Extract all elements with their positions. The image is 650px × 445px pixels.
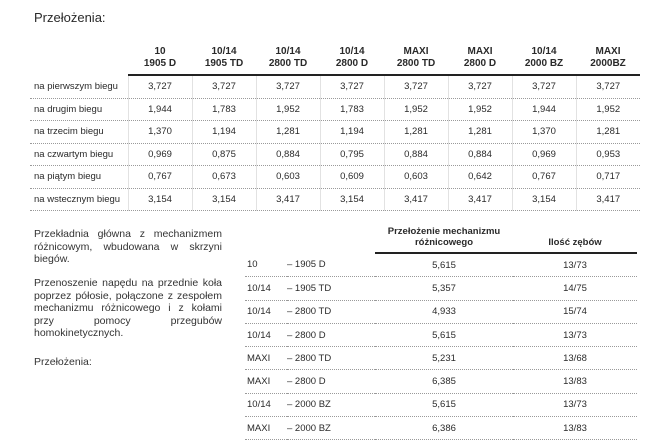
cell-teeth: 13/83 — [513, 417, 637, 440]
cell-engine: – 2800 D — [287, 370, 375, 393]
cell-value: 3,154 — [320, 188, 384, 211]
column-header — [320, 42, 384, 75]
cell-value: 3,727 — [576, 75, 640, 98]
column-header-model: 10/14 — [211, 46, 237, 57]
cell-model: MAXI — [245, 417, 287, 440]
cell-value: 3,154 — [192, 188, 256, 211]
cell-engine: – 1905 TD — [287, 277, 375, 300]
row-label: na pierwszym biegu — [30, 75, 128, 98]
column-header-engine: 2800 D — [463, 58, 497, 69]
cell-engine: – 2800 TD — [287, 347, 375, 370]
table-row — [245, 277, 637, 300]
table-row — [245, 253, 637, 277]
diff-table-header-row — [245, 224, 637, 253]
cell-value: 0,969 — [128, 143, 192, 166]
column-header-engine: 1905 TD — [204, 58, 244, 69]
cell-value: 1,281 — [256, 121, 320, 144]
cell-value: 0,673 — [192, 166, 256, 189]
cell-model: 10/14 — [245, 300, 287, 323]
cell-teeth: 13/73 — [513, 323, 637, 346]
cell-ratio: 5,231 — [375, 347, 513, 370]
cell-teeth: 13/68 — [513, 347, 637, 370]
column-header — [448, 42, 512, 75]
cell-value: 1,281 — [576, 121, 640, 144]
cell-value: 0,969 — [512, 143, 576, 166]
row-label: na czwartym biegu — [30, 143, 128, 166]
column-header-engine: 2800 D — [335, 58, 369, 69]
cell-value: 1,194 — [192, 121, 256, 144]
cell-value: 3,727 — [448, 75, 512, 98]
cell-value: 3,417 — [256, 188, 320, 211]
cell-teeth: 15/74 — [513, 300, 637, 323]
cell-teeth: 13/73 — [513, 253, 637, 277]
cell-ratio: 6,386 — [375, 417, 513, 440]
row-label: na piątym biegu — [30, 166, 128, 189]
paragraph-ratios-label: Przełożenia: — [34, 356, 92, 368]
cell-value: 1,370 — [128, 121, 192, 144]
column-header-teeth: Ilość zębów — [513, 224, 637, 253]
column-header-model: MAXI — [595, 46, 621, 57]
table-row — [245, 347, 637, 370]
cell-value: 3,727 — [256, 75, 320, 98]
cell-ratio: 5,615 — [375, 253, 513, 277]
table-row — [245, 417, 637, 440]
cell-model: 10/14 — [245, 323, 287, 346]
column-header — [128, 42, 192, 75]
cell-value: 0,767 — [128, 166, 192, 189]
table-row — [30, 98, 640, 121]
column-header-model: 10 — [154, 46, 166, 57]
cell-value: 0,884 — [256, 143, 320, 166]
cell-engine: – 2000 BZ — [287, 393, 375, 416]
cell-value: 0,609 — [320, 166, 384, 189]
cell-model: 10/14 — [245, 393, 287, 416]
column-header — [384, 42, 448, 75]
cell-value: 1,370 — [512, 121, 576, 144]
cell-ratio: 5,615 — [375, 393, 513, 416]
column-header-engine: 2800 TD — [396, 58, 436, 69]
column-header-ratio: Przełożenie mechanizmu różnicowego — [375, 224, 513, 253]
column-header — [192, 42, 256, 75]
column-header-model: MAXI — [403, 46, 429, 57]
cell-value: 3,154 — [512, 188, 576, 211]
column-header-model: 10/14 — [531, 46, 557, 57]
cell-value: 1,281 — [384, 121, 448, 144]
table-row — [30, 188, 640, 211]
cell-value: 3,727 — [320, 75, 384, 98]
cell-engine: – 2800 D — [287, 323, 375, 346]
cell-value: 0,717 — [576, 166, 640, 189]
cell-ratio: 4,933 — [375, 300, 513, 323]
column-header — [576, 42, 640, 75]
page-heading: Przełożenia: — [34, 10, 106, 25]
cell-value: 1,783 — [320, 98, 384, 121]
cell-value: 1,281 — [448, 121, 512, 144]
table-row — [30, 143, 640, 166]
cell-value: 3,727 — [512, 75, 576, 98]
cell-value: 0,953 — [576, 143, 640, 166]
cell-value: 1,944 — [128, 98, 192, 121]
cell-value: 3,727 — [384, 75, 448, 98]
cell-model: 10/14 — [245, 277, 287, 300]
column-header-engine: 1905 D — [143, 58, 177, 69]
cell-teeth: 13/83 — [513, 370, 637, 393]
table-row — [245, 370, 637, 393]
cell-ratio: 6,385 — [375, 370, 513, 393]
cell-value: 1,783 — [192, 98, 256, 121]
cell-value: 0,603 — [256, 166, 320, 189]
differential-ratio-table — [245, 224, 637, 440]
cell-model: MAXI — [245, 347, 287, 370]
cell-value: 3,727 — [192, 75, 256, 98]
column-header-engine: 2000 BZ — [524, 58, 564, 69]
column-header-model: 10/14 — [339, 46, 365, 57]
cell-engine: – 2000 BZ — [287, 417, 375, 440]
cell-value: 3,417 — [448, 188, 512, 211]
cell-value: 1,194 — [320, 121, 384, 144]
column-header — [256, 42, 320, 75]
gear-table-corner — [30, 42, 128, 75]
paragraph-final-drive: Przekładnia główna z mechanizmem różnicowym, wbudowana w skrzyni biegów. — [34, 228, 222, 266]
column-header — [512, 42, 576, 75]
cell-model: 10 — [245, 253, 287, 277]
table-row — [245, 323, 637, 346]
cell-value: 3,154 — [128, 188, 192, 211]
cell-value: 0,795 — [320, 143, 384, 166]
cell-teeth: 13/73 — [513, 393, 637, 416]
row-label: na trzecim biegu — [30, 121, 128, 144]
column-header-model: MAXI — [467, 46, 493, 57]
cell-value: 1,952 — [576, 98, 640, 121]
cell-value: 3,417 — [384, 188, 448, 211]
table-row — [30, 166, 640, 189]
cell-value: 1,952 — [384, 98, 448, 121]
cell-engine: – 2800 TD — [287, 300, 375, 323]
cell-ratio: 5,615 — [375, 323, 513, 346]
diff-table-corner — [245, 224, 287, 253]
table-row — [245, 300, 637, 323]
row-label: na drugim biegu — [30, 98, 128, 121]
table-row — [245, 393, 637, 416]
row-label: na wstecznym biegu — [30, 188, 128, 211]
cell-ratio: 5,357 — [375, 277, 513, 300]
cell-value: 1,944 — [512, 98, 576, 121]
cell-value: 0,884 — [384, 143, 448, 166]
cell-value: 0,603 — [384, 166, 448, 189]
diff-table-corner — [287, 224, 375, 253]
cell-value: 3,417 — [576, 188, 640, 211]
column-header-engine: 2000BZ — [590, 58, 626, 69]
gear-table-header-row — [30, 42, 640, 75]
cell-value: 1,952 — [256, 98, 320, 121]
cell-value: 0,767 — [512, 166, 576, 189]
cell-value: 0,875 — [192, 143, 256, 166]
paragraph-drive-transmission: Przenoszenie napędu na przednie koła poprzez półosie, połączone z zespołem mechanizmu różnicowego i z kołami przy pomocy przegubów homokinetycznych. — [34, 277, 222, 340]
cell-value: 3,727 — [128, 75, 192, 98]
cell-value: 0,642 — [448, 166, 512, 189]
cell-engine: – 1905 D — [287, 253, 375, 277]
column-header-model: 10/14 — [275, 46, 301, 57]
gear-ratio-table — [30, 42, 640, 211]
cell-value: 0,884 — [448, 143, 512, 166]
table-row — [30, 121, 640, 144]
cell-teeth: 14/75 — [513, 277, 637, 300]
column-header-engine: 2800 TD — [268, 58, 308, 69]
cell-value: 1,952 — [448, 98, 512, 121]
table-row — [30, 75, 640, 98]
cell-model: MAXI — [245, 370, 287, 393]
